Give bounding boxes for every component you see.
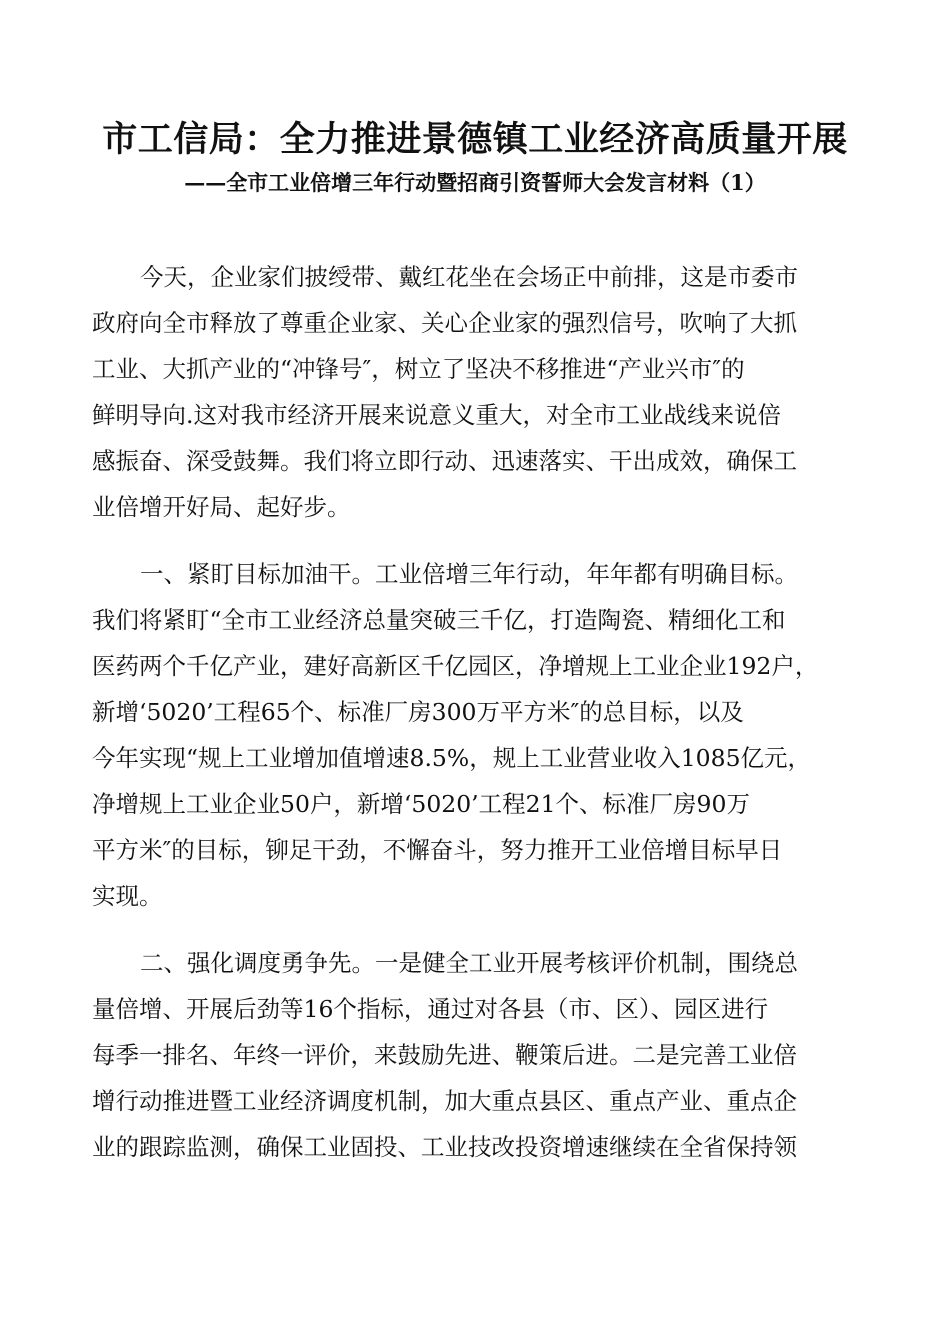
paragraph-line: 增行动推进暨工业经济调度机制，加大重点县区、重点产业、重点企 <box>92 1087 797 1115</box>
paragraph-line: 净增规上工业企业50户，新增‘5020’工程21个、标准厂房90万 <box>92 790 750 818</box>
paragraph-1 <box>92 254 862 530</box>
paragraph-2 <box>92 551 862 919</box>
paragraph-line: 每季一排名、年终一评价，来鼓励先进、鞭策后进。二是完善工业倍 <box>92 1041 797 1069</box>
paragraph-line: 今天，企业家们披绶带、戴红花坐在会场正中前排，这是市委市 <box>140 263 798 291</box>
paragraph-line: 我们将紧盯“全市工业经济总量突破三千亿，打造陶瓷、精细化工和 <box>92 606 786 634</box>
paragraph-line: 医药两个千亿产业，建好高新区千亿园区，净增规上工业企业192户， <box>92 652 819 680</box>
document-subtitle: ——全市工业倍增三年行动暨招商引资誓师大会发言材料（1） <box>184 170 766 195</box>
paragraph-line: 一、紧盯目标加油干。工业倍增三年行动，年年都有明确目标。 <box>140 560 798 588</box>
paragraph-line: 工业、大抓产业的“冲锋号″，树立了坚决不移推进“产业兴市″的 <box>92 355 745 383</box>
paragraph-line: 业的跟踪监测，确保工业固投、工业技改投资增速继续在全省保持领 <box>92 1133 797 1161</box>
document-title: 市工信局：全力推进景德镇工业经济高质量开展 <box>102 120 848 160</box>
paragraph-line: 今年实现“规上工业增加值增速8.5%，规上工业营业收入1085亿元， <box>92 744 812 772</box>
paragraph-line: 业倍增开好局、起好步。 <box>92 493 351 521</box>
paragraph-line: 感振奋、深受鼓舞。我们将立即行动、迅速落实、干出成效，确保工 <box>92 447 797 475</box>
paragraph-line: 二、强化调度勇争先。一是健全工业开展考核评价机制，围绕总 <box>140 949 798 977</box>
paragraph-line: 量倍增、开展后劲等16个指标，通过对各县（市、区）、园区进行 <box>92 995 769 1023</box>
paragraph-line: 政府向全市释放了尊重企业家、关心企业家的强烈信号，吹响了大抓 <box>92 309 797 337</box>
paragraph-line: 新增‘5020’工程65个、标准厂房300万平方米″的总目标，以及 <box>92 698 744 726</box>
paragraph-line: 平方米″的目标，铆足干劲，不懈奋斗，努力推开工业倍增目标早日 <box>92 836 783 864</box>
paragraph-3 <box>92 940 862 1170</box>
document-body <box>92 254 862 1191</box>
paragraph-line: 实现。 <box>92 882 163 910</box>
paragraph-line: 鲜明导向.这对我市经济开展来说意义重大，对全市工业战线来说倍 <box>92 401 781 429</box>
